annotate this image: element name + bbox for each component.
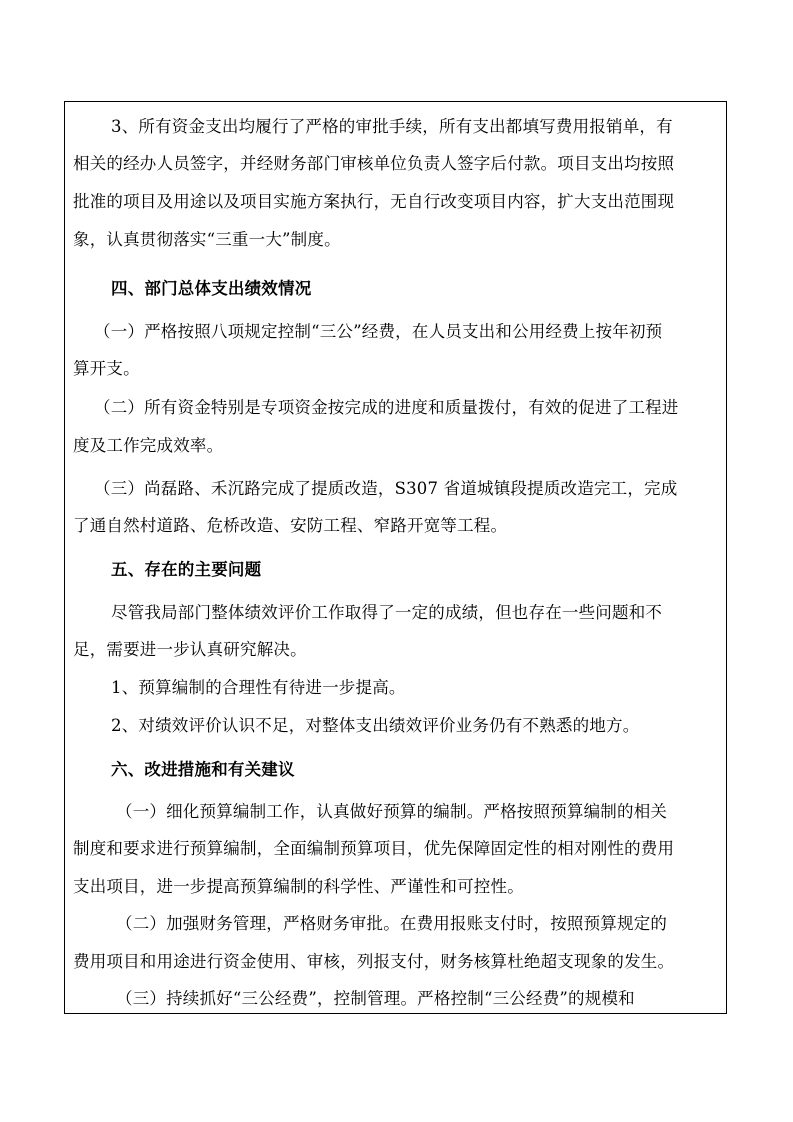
paragraph-3-line-1: 3、所有资金支出均履行了严格的审批手续，所有支出都填写费用报销单，有 <box>111 117 673 136</box>
section-4-item-3-line-2: 了通自然村道路、危桥改造、安防工程、窄路开宽等工程。 <box>73 516 508 535</box>
section-6-item-1-line-3: 支出项目，进一步提高预算编制的科学性、严谨性和可控性。 <box>73 877 524 896</box>
section-6-item-1-line-1: （一）细化预算编制工作，认真做好预算的编制。严格按照预算编制的相关 <box>116 802 668 821</box>
section-6-item-3-line-1: （三）持续抓好“三公经费”，控制管理。严格控制“三公经费”的规模和 <box>116 989 635 1008</box>
section-6-item-2-line-1: （二）加强财务管理，严格财务审批。在费用报账支付时，按照预算规定的 <box>116 914 668 933</box>
section-5-item-2: 2、对绩效评价认识不足，对整体支出绩效评价业务仍有不熟悉的地方。 <box>111 716 640 735</box>
section-4-heading: 四、部门总体支出绩效情况 <box>111 279 312 298</box>
section-4-item-1-line-2: 算开支。 <box>73 359 140 378</box>
section-5-item-1: 1、预算编制的合理性有待进一步提高。 <box>111 678 406 697</box>
paragraph-3-line-2: 相关的经办人员签字，并经财务部门审核单位负责人签字后付款。项目支出均按照 <box>73 154 675 173</box>
section-5-intro-line-2: 足，需要进一步认真研究解决。 <box>73 640 307 659</box>
section-5-heading: 五、存在的主要问题 <box>111 560 262 579</box>
section-4-item-1-line-1: （一）严格按照八项规定控制“三公”经费，在人员支出和公用经费上按年初预 <box>94 322 663 341</box>
paragraph-3-line-3: 批准的项目及用途以及项目实施方案执行，无自行改变项目内容，扩大支出范围现 <box>73 192 675 211</box>
section-6-item-2-line-2: 费用项目和用途进行资金使用、审核，列报支付，财务核算杜绝超支现象的发生。 <box>73 952 675 971</box>
paragraph-3-line-4: 象，认真贯彻落实“三重一大”制度。 <box>73 230 341 249</box>
section-4-item-2-line-1: （二）所有资金特别是专项资金按完成的进度和质量拨付，有效的促进了工程进 <box>94 398 679 417</box>
section-4-item-2-line-2: 度及工作完成效率。 <box>73 436 224 455</box>
section-5-intro-line-1: 尽管我局部门整体绩效评价工作取得了一定的成绩，但也存在一些问题和不 <box>111 603 663 622</box>
section-6-item-1-line-2: 制度和要求进行预算编制，全面编制预算项目，优先保障固定性的相对刚性的费用 <box>73 839 675 858</box>
section-4-item-3-line-1: （三）尚磊路、禾沉路完成了提质改造，S307 省道城镇段提质改造完工，完成 <box>94 479 678 498</box>
section-6-heading: 六、改进措施和有关建议 <box>111 760 295 779</box>
